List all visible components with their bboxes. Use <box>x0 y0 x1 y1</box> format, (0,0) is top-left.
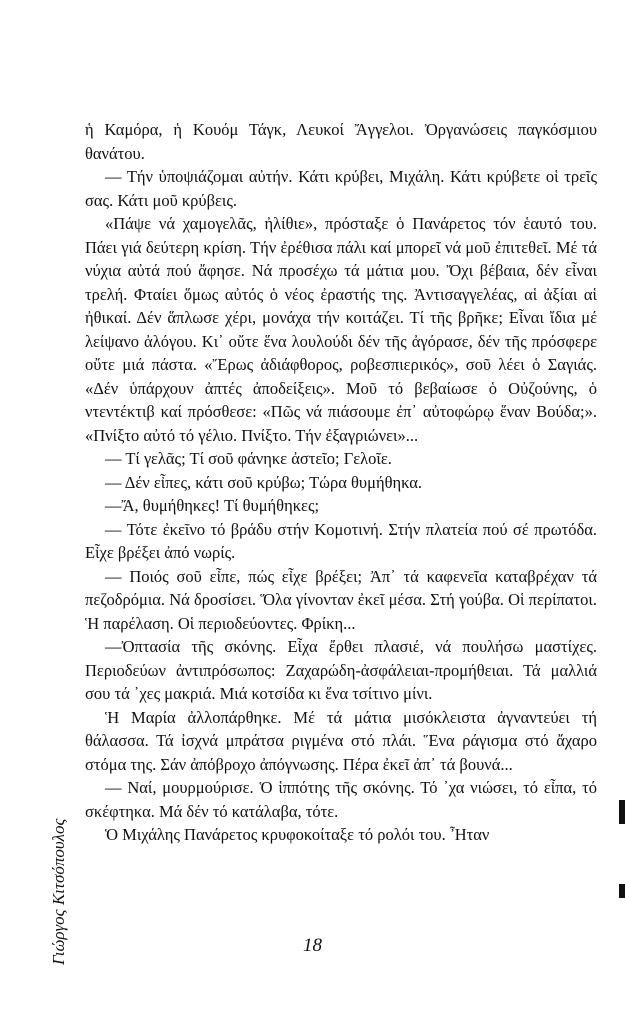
paragraph: Ἡ Μαρία ἀλλοπάρθηκε. Μέ τά μάτια μισόκλειστα ἀγναντεύει τή θάλασσα. Τά ἰσχνά μπράτσα ριγμένα στό πλάι. Ἕνα ράγισμα στό ἄχαρο στόμα της. Σάν ἀπόβροχο ἀπόγνωσης. Πέρα ἐκεῖ ἀπ᾿ τά βουνά... <box>85 707 597 774</box>
paragraph: — Ναί, μουρμούρισε. Ὁ ἱππότης τῆς σκόνης. Τό ᾿χα νιώσει, τό εἶπα, τό σκέφτηκα. Μά δέν τό κατάλαβα, τότε. <box>85 778 597 821</box>
paragraph: — Τότε ἐκεῖνο τό βράδυ στήν Κομοτινή. Στήν πλατεία πού σέ πρωτόδα. Εἶχε βρέξει ἀπό νωρίς. <box>85 519 597 562</box>
paragraph: «Πάψε νά χαμογελᾶς, ἠλίθιε», πρόσταξε ὁ Πανάρετος τόν ἑαυτό του. Πάει γιά δεύτερη κρίση. Τήν ἐρέθισα πάλι καί μπορεῖ νά μοῦ ἐπιτεθεῖ. Μέ τά νύχια αὐτά πού ἄφησε. Νά προσέχω τά μάτια μου. Ὄχι βέβαια, δέν εἶναι τρελή. Φταίει ὅμως αὐτός ὁ νέος ἐραστής της. Ἀντισαγγελέας, αἱ ἀξίαι αἱ ἠθικαί. Δέν ἅπλωσε χέρι, μονάχα τήν κοιτάζει. Τί τῆς βρῆκε; Εἶναι ἴδια μέ λείψανο ἀλόγου. Κι᾿ οὔτε ἕνα λουλούδι δέν τῆς ἀγόρασε, δέν τῆς πρόσφερε οὔτε μιά πάστα. «Ἔρως ἀδιάφθορος, ροβεσπιερικός», σοῦ λέει ὁ Σαγιάς. «Δέν ὑπάρχουν ἀπτές ἀποδείξεις». Μοῦ τό βεβαίωσε ὁ Οὐζούνης, ὁ ντεντέκτιβ καί πρόσθεσε: «Πῶς νά πιάσουμε ἐπ᾿ αὐτοφώρῳ ἕναν Βούδα;». «Πνίξτο αὐτό τό γέλιο. Πνίξτο. Τήν ἐξαγριώνει»... <box>85 214 597 445</box>
page-edge-mark <box>619 884 625 898</box>
running-author-name: Γιώργος Κιτσόπουλος <box>49 818 68 965</box>
paragraph: — Ποιός σοῦ εἶπε, πώς εἶχε βρέξει; Ἀπ᾿ τά καφενεῖα καταβρέχαν τά πεζοδρόμια. Νά δροσίσει. Ὅλα γίνονταν ἐκεῖ μέσα. Στή γούβα. Οἱ περίπατοι. Ἡ παρέλαση. Οἱ περιοδεύοντες. Φρίκη... <box>85 566 597 633</box>
body-text <box>85 118 597 847</box>
page-edge-mark <box>619 800 625 824</box>
paragraph: — Τί γελᾶς; Τί σοῦ φάνηκε ἀστεῖο; Γελοῖε. <box>105 449 392 468</box>
paragraph: —Ἄ, θυμήθηκες! Τί θυμήθηκες; <box>105 496 320 515</box>
paragraph: —Ὀπτασία τῆς σκόνης. Εἶχα ἔρθει πλασιέ, νά πουλήσω μαστίχες. Περιοδεύων ἀντιπρόσωπος: Ζαχαρώδη-ἀσφάλειαι-προμήθειαι. Τά μαλλιά σου τά ᾿χες μακριά. Μιά κοτσίδα κι ἕνα τσίτινο μίνι. <box>85 637 597 703</box>
paragraph: Ὁ Μιχάλης Πανάρετος κρυφοκοίταξε τό ρολόι του. Ἦταν <box>105 825 490 844</box>
paragraph: ἡ Καμόρα, ἡ Κουόμ Τάγκ, Λευκοί Ἄγγελοι. Ὀργανώσεις παγκόσμιου θανάτου. <box>85 120 597 163</box>
paragraph: — Τήν ὑποψιάζομαι αὐτήν. Κάτι κρύβει, Μιχάλη. Κάτι κρύβετε οἱ τρεῖς σας. Κάτι μοῦ κρύβεις. <box>85 167 597 210</box>
page-number: 18 <box>303 935 322 956</box>
paragraph: — Δέν εἶπες, κάτι σοῦ κρύβω; Τώρα θυμήθηκα. <box>105 472 423 492</box>
